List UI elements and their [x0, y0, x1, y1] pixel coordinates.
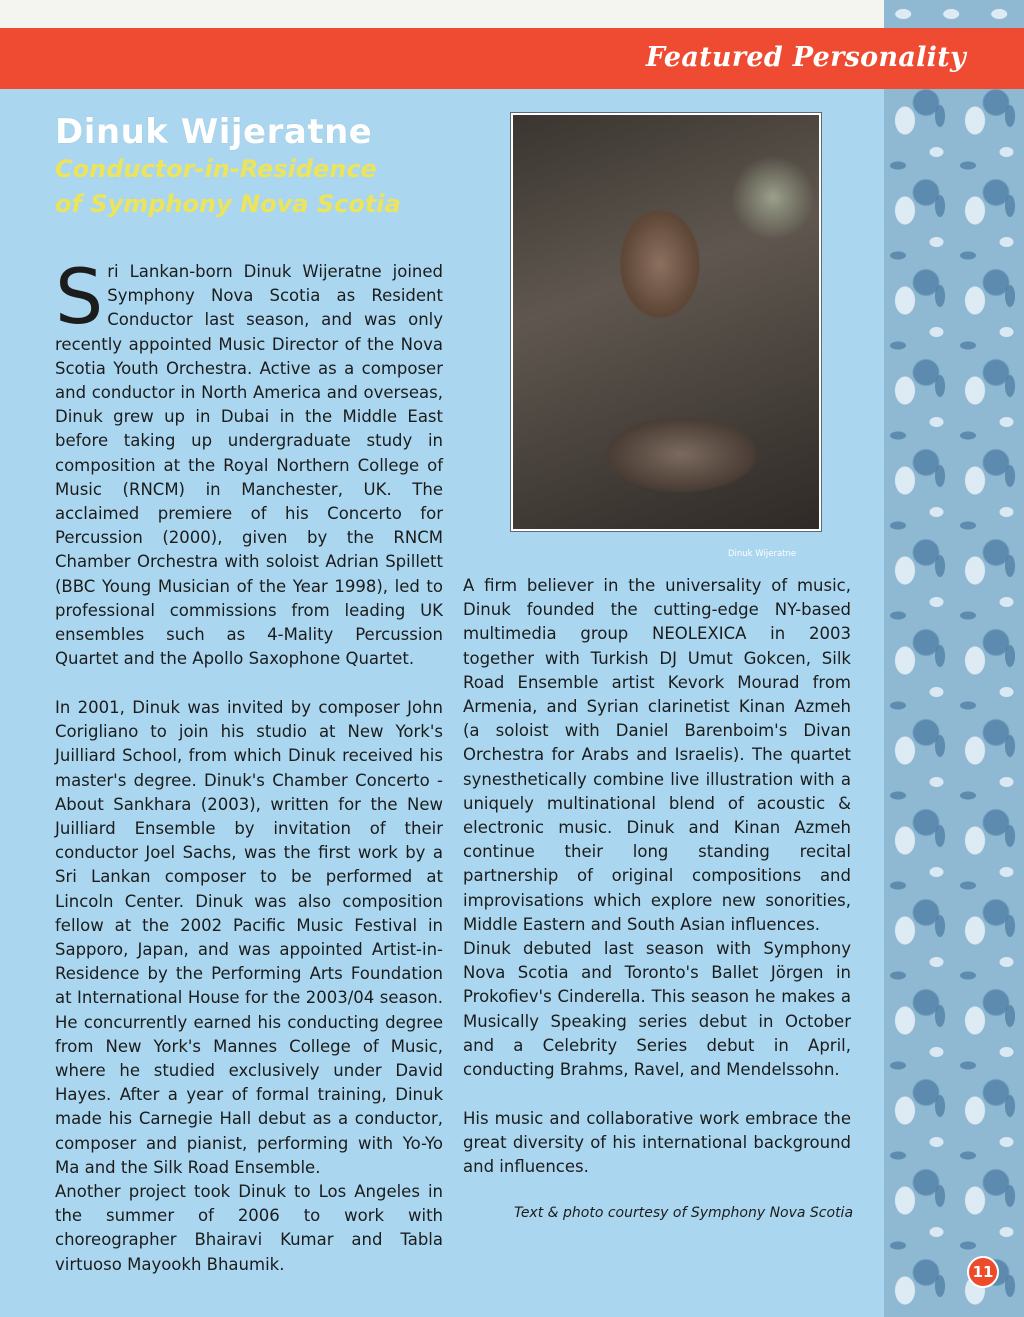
page-number-badge: 11 [967, 1256, 999, 1288]
paragraph-los-angeles: Another project took Dinuk to Los Angeles in the summer of 2006 to work with choreographer Bhairavi Kumar and Tabla virtuoso Mayookh Bhaumik. [55, 1182, 443, 1274]
paragraph-juilliard: In 2001, Dinuk was invited by composer John Corigliano to join his studio at New York's Juilliard School, from which Dinuk received his master's degree. Dinuk's Chamber Concerto - About Sankhara (2003), written for the New Juilliard Ensemble by invitation of their conductor Joel Sachs, was the first work by a Sri Lankan composer to be performed at Lincoln Center. Dinuk was also composition fellow at the 2002 Pacific Music Festival in Sapporo, Japan, and was appointed Artist-in-Residence by the Performing Arts Foundation at International House for the 2003/04 season. He concurrently earned his conducting degree from New York's Mannes College of Music, where he studied exclusively under David Hayes. After a year of formal training, Dinuk made his Carnegie Hall debut as a conductor, composer and pianist, performing with Yo-Yo Ma and the Silk Road Ensemble. [55, 698, 443, 1177]
top-margin [0, 0, 1024, 28]
drop-cap: S [55, 252, 104, 341]
paragraph-neolexica: A firm believer in the universality of music, Dinuk founded the cutting-edge NY-based multimedia group NEOLEXICA in 2003 together with Turkish DJ Umut Gokcen, Silk Road Ensemble artist Kevork Mourad from Armenia, and Syrian clarinetist Kinan Azmeh (a soloist with Daniel Barenboim's Divan Orchestra for Arabs and Israelis). The quartet synesthetically combine live illustration with a uniquely multinational blend of acoustic & electronic music. Dinuk and Kinan Azmeh continue their long standing recital partnership of original compositions and improvisations which explore new sonorities, Middle Eastern and South Asian influences. [463, 576, 851, 934]
paragraph-diversity: His music and collaborative work embrace the great diversity of his international background and influences. [463, 1109, 851, 1177]
decorative-floral-border [884, 89, 1024, 1317]
portrait-photo [513, 115, 819, 529]
paragraph-intro-text: ri Lankan-born Dinuk Wijeratne joined Symphony Nova Scotia as Resident Conductor last season, and was only recently appointed Music Director of the Nova Scotia Youth Orchestra. Active as a composer and conductor in North America and overseas, Dinuk grew up in Dubai in the Middle East before taking up undergraduate study in composition at the Royal Northern College of Music (RNCM) in Manchester, UK. The acclaimed premiere of his Concerto for Percussion (2000), given by the RNCM Chamber Orchestra with soloist Adrian Spillett (BBC Young Musician of the Year 1998), led to professional commissions from leading UK ensembles such as 4-Mality Percussion Quartet and the Apollo Saxophone Quartet. [55, 262, 443, 669]
paragraph-debut: Dinuk debuted last season with Symphony Nova Scotia and Toronto's Ballet Jörgen in Prokofiev's Cinderella. This season he makes a Musically Speaking series debut in October and a Celebrity Series debut in April, conducting Brahms, Ravel, and Mendelssohn. [463, 939, 851, 1080]
decorative-pattern-top [884, 0, 1024, 28]
article-title: Dinuk Wijeratne [55, 112, 373, 152]
paragraph-intro [55, 252, 443, 671]
article-subtitle-line1: Conductor-in-Residence [55, 155, 377, 183]
photo-credit: Text & photo courtesy of Symphony Nova Scotia [514, 1205, 854, 1221]
section-label: Featured Personality [645, 42, 966, 73]
article-subtitle-line2: of Symphony Nova Scotia [55, 190, 401, 218]
photo-caption: Dinuk Wijeratne [728, 549, 797, 559]
